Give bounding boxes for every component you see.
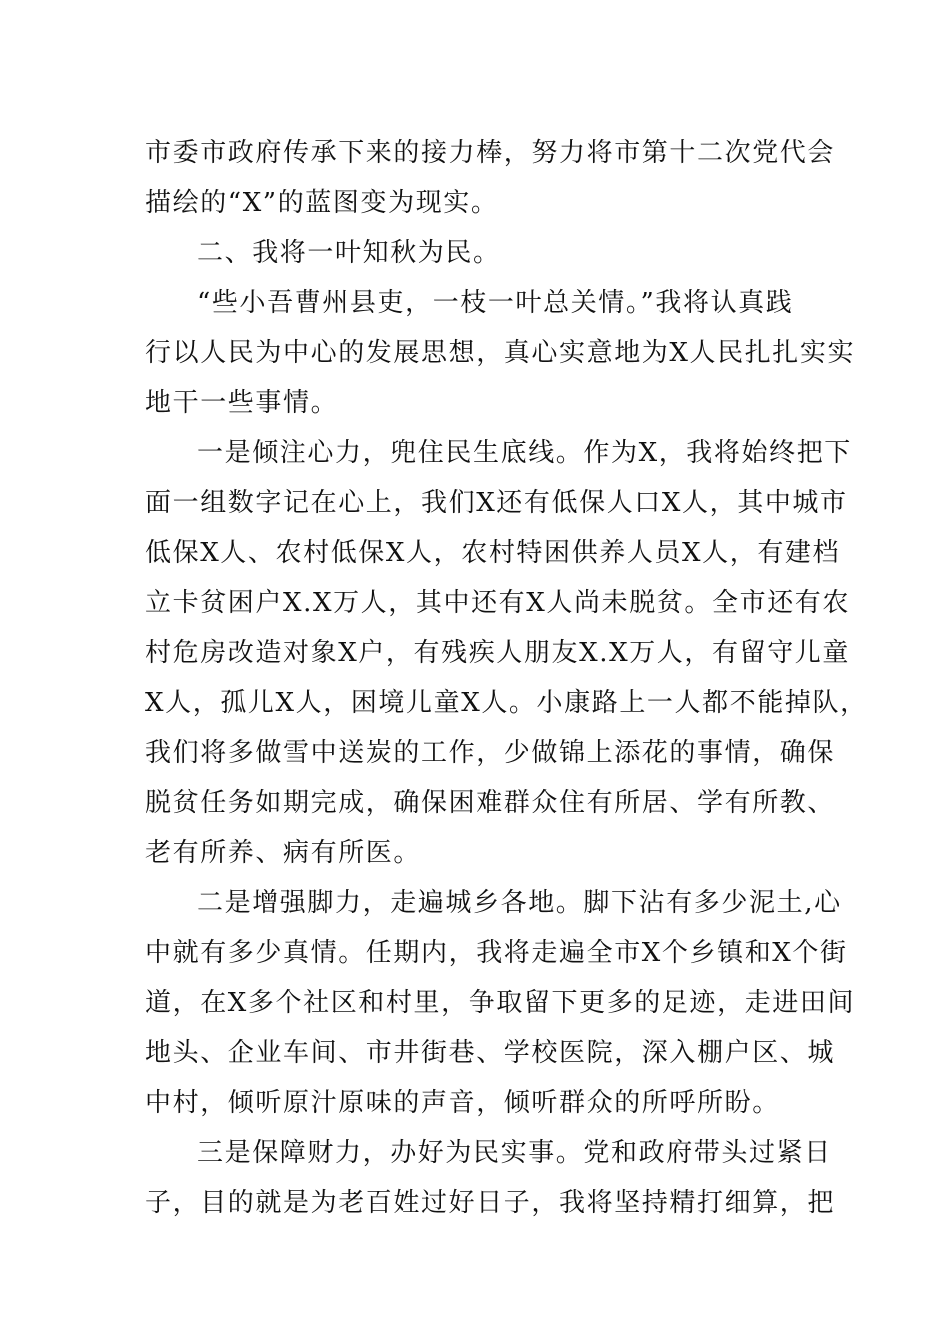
text-line: 地头、企业车间、市井街巷、学校医院，深入棚户区、城 (145, 1038, 836, 1068)
text-line: “些小吾曹州县吏，一枝一叶总关情。”我将认真践 (197, 288, 794, 318)
section-heading: 二、我将一叶知秋为民。 (197, 238, 501, 268)
text-line: 面一组数字记在心上，我们X还有低保人口X人，其中城市 (145, 488, 848, 518)
text-line: X人，孤儿X人，困境儿童X人。小康路上一人都不能掉队， (145, 688, 868, 718)
text-line: 三是保障财力，办好为民实事。党和政府带头过紧日 (197, 1138, 832, 1168)
text-line: 立卡贫困户X.X万人，其中还有X人尚未脱贫。全市还有农 (145, 588, 850, 618)
text-line: 一是倾注心力，兜住民生底线。作为X，我将始终把下 (197, 438, 852, 468)
text-line: 老有所养、病有所医。 (145, 838, 422, 868)
text-line: 低保X人、农村低保X人，农村特困供养人员X人，有建档 (145, 538, 841, 568)
text-line: 子，目的就是为老百姓过好日子，我将坚持精打细算，把 (145, 1188, 836, 1218)
text-line: 中就有多少真情。任期内，我将走遍全市X个乡镇和X个街 (145, 938, 848, 968)
text-line: 二是增强脚力，走遍城乡各地。脚下沾有多少泥土,心 (197, 888, 842, 918)
text-line: 描绘的“X”的蓝图变为现实。 (145, 188, 499, 218)
text-line: 我们将多做雪中送炭的工作，少做锦上添花的事情，确保 (145, 738, 836, 768)
text-line: 村危房改造对象X户，有残疾人朋友X.X万人，有留守儿童 (145, 638, 850, 668)
text-line: 行以人民为中心的发展思想，真心实意地为X人民扎扎实实 (145, 338, 856, 368)
text-line: 中村，倾听原汁原味的声音，倾听群众的所呼所盼。 (145, 1088, 780, 1118)
text-line: 脱贫任务如期完成，确保困难群众住有所居、学有所教、 (145, 788, 836, 818)
text-line: 市委市政府传承下来的接力棒，努力将市第十二次党代会 (145, 138, 836, 168)
text-line: 道，在X多个社区和村里，争取留下更多的足迹，走进田间 (145, 988, 856, 1018)
text-line: 地干一些事情。 (145, 388, 339, 418)
